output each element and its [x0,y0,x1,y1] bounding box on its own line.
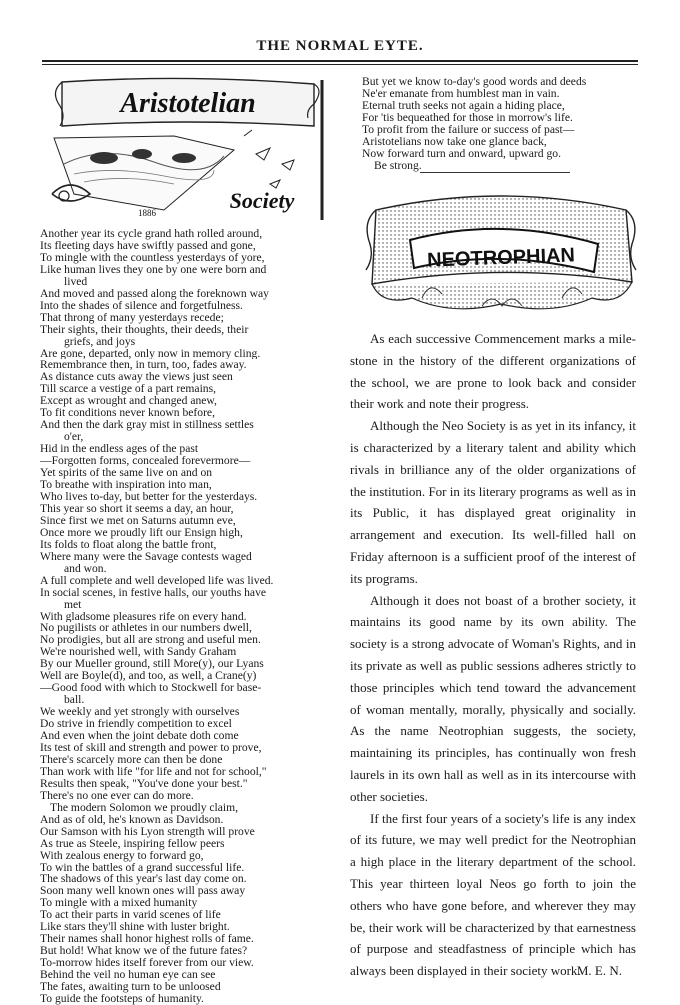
poem-line: Are gone, departed, only now in memory cling. [40,347,261,360]
poem-line: Well are Boyle(d), and too, as well, a Crane(y) [40,670,257,683]
poem-line: o'er, [64,431,84,444]
poem-line: Soon many well known ones will pass away [40,885,246,898]
poem-line: This year so short it seems a day, an hour, [40,502,234,515]
poem-line: The fates, awaiting turn to be unloosed [40,981,221,993]
poem-line: And as of old, he's known as Davidson. [40,813,224,826]
poem-line: Into the shades of silence and forgetfulness. [40,299,243,312]
poem-line: And then the dark gray mist in stillness settles [40,419,254,432]
poem-line: Remembrance then, in turn, too, fades away. [40,359,247,372]
poem-line: Its fleeting days have swiftly passed and gone, [40,239,256,252]
banner-title: NEOTROPHIAN [426,244,576,272]
poem-line: In social scenes, in festive halls, our youths have [40,586,267,599]
poem-line: No prodigies, but all are strong and useful men. [40,634,261,647]
poem-line: Aristotelians now take one glance back, [362,135,547,148]
poem-line: Where many were the Savage contests waged [40,550,252,563]
poem-line: Another year its cycle grand hath rolled around, [40,228,263,240]
poem-line: Who lives to-day, but better for the yesterdays. [40,490,258,503]
poem-line: Its folds to float along the battle front, [40,538,217,551]
poem-line: As true as Steele, inspiring fellow peers [40,837,225,850]
poem-line: met [64,598,82,611]
poem-line: As distance cuts away the views just seen [40,371,233,384]
essay-signature: M. E. N. [576,963,622,979]
poem-line: To guide the footsteps of humanity. [40,993,204,1005]
poem-line: Eternal truth seeks not again a hiding place, [362,99,565,112]
poem-line: With zealous energy to forward go, [40,849,204,862]
poem-line: and won. [64,562,107,575]
banner-subtitle: Society [229,188,295,213]
poem-line: But hold! What know we of the future fates? [40,945,248,958]
poem-line: Till scarce a vestige of a part remains, [40,383,216,396]
header-rule-thin [42,64,638,65]
poem-line: There's scarcely more can then be done [40,753,223,766]
neotrophian-banner [362,186,640,322]
poem-line: The modern Solomon we proudly claim, [50,801,239,814]
poem-line: And even when the joint debate doth come [40,730,239,742]
poem-line: We weekly and yet strongly with ourselves [40,706,240,719]
banner-year: 1886 [138,208,156,218]
poem-line: Do strive in friendly competition to excel [40,718,232,731]
poem-line: To fit conditions never known before, [40,407,215,420]
poem-line: Ne'er emanate from humblest man in vain. [362,87,560,100]
essay-paragraph: As each successive Commencement marks a mile-stone in the history of the different organizations of the school, we are prone to look back and consider their work and note their progress. [350,331,636,412]
essay-paragraph: If the first four years of a society's life is any index of its future, we may well predict for the Neotrophian a high place in the literary department of the school. This year thirteen loyal Neos go forth to join the others who have gone before, and wherever they may be, their work will be characterized by that earnestness of purpose and steadfastness of principle which has always been displayed in their society work. [350,810,636,979]
poem-line: ball. [64,694,85,707]
essay-paragraph: Although it does not boast of a brother society, it maintains its good name by its own ability. The society is a strong advocate of Woman's Rights, and in its private as well as public sessions adheres strictly to those principles which tend toward the advancement of woman mentally, morally, physically and socially. As the name Neotrophian suggests, the society, maintaining its principles, has continually won fresh laurels in its own hall as well as in its intercourse with other societies. [350,592,636,804]
poem-line: And moved and passed along the foreknown way [40,287,269,300]
poem-line: To mingle with a mixed humanity [40,897,198,910]
poem-line: Than work with life "for life and not for school," [40,765,267,778]
poem-line: Behind the veil no human eye can see [40,969,216,982]
poem-line: Their names shall honor highest rolls of fame. [40,933,254,946]
poem-line: We're nourished well, with Sandy Graham [40,646,237,659]
poem-line: That throng of many yesterdays recede; [40,311,224,324]
poem-line: To breathe with inspiration into man, [40,479,212,491]
poem-line: —Good food with which to Stockwell for base- [40,682,262,695]
poem-line: Except as wrought and changed anew, [40,395,217,408]
poem-line: To-morrow hides itself forever from our view. [40,957,254,970]
poem-line: Its test of skill and strength and power to prove, [40,741,262,754]
page-header: THE NORMAL EYTE. [256,38,424,54]
header-rule [42,60,638,62]
poem-line: No pugilists or athletes in our numbers dwell, [40,622,252,635]
poem-line: To win the battles of a grand successful life. [40,861,245,874]
essay-paragraph: Although the Neo Society is as yet in its infancy, it is characterized by a literary talent and ability which rivals in brilliance any of the older organizations of the institution. For in its literary programs as well as in its Public, it has displayed great originality in arrangement and execution. Its well-filled hall on Friday afternoon is a sufficient proof of the interest of its programs. [350,418,636,586]
poem-line: For 'tis bequeathed for those in morrow's life. [362,111,573,124]
poem-line: Our Samson with his Lyon strength will prove [40,825,255,838]
poem-line: Once more we proudly lift our Ensign high, [40,526,243,539]
poem-line: A full complete and well developed life was lived. [40,574,274,587]
poem-line: Be strong. [374,159,422,172]
poem-line: Results then speak, "You've done your best." [40,777,248,790]
poem-line: Hid in the endless ages of the past [40,443,199,456]
poem-line: But yet we know to-day's good words and deeds [362,75,587,88]
poem-line: To profit from the failure or success of past— [362,123,575,136]
poem-line: griefs, and joys [64,335,136,348]
poem-line: lived [64,275,88,288]
banner-title: Aristotelian [120,88,256,119]
poem-line: Like stars they'll shine with luster bright. [40,921,230,934]
poem-line: By our Mueller ground, still More(y), our Lyans [40,658,264,671]
section-divider [420,172,570,173]
poem-line: Since first we met on Saturns autumn eve, [40,514,236,527]
aristotelian-poem [40,228,330,1005]
poem-line: —Forgotten forms, concealed forevermore— [40,455,251,468]
poem-line: Now forward turn and onward, upward go. [362,147,561,160]
aristotelian-banner [44,74,330,220]
poem-line: With gladsome pleasures rife on every hand. [40,610,247,623]
neotrophian-essay [350,328,636,982]
aristotelian-poem-end [362,76,644,172]
poem-line: Yet spirits of the same live on and on [40,467,213,480]
poem-line: There's no one ever can do more. [40,789,194,802]
poem-line: To mingle with the countless yesterdays of yore, [40,251,265,264]
poem-line: To act their parts in varid scenes of life [40,909,221,922]
poem-line: Their sights, their thoughts, their deeds, their [40,323,249,336]
poem-line: The shadows of this year's last day come on. [40,873,247,886]
poem-line: Like human lives they one by one were born and [40,263,267,276]
